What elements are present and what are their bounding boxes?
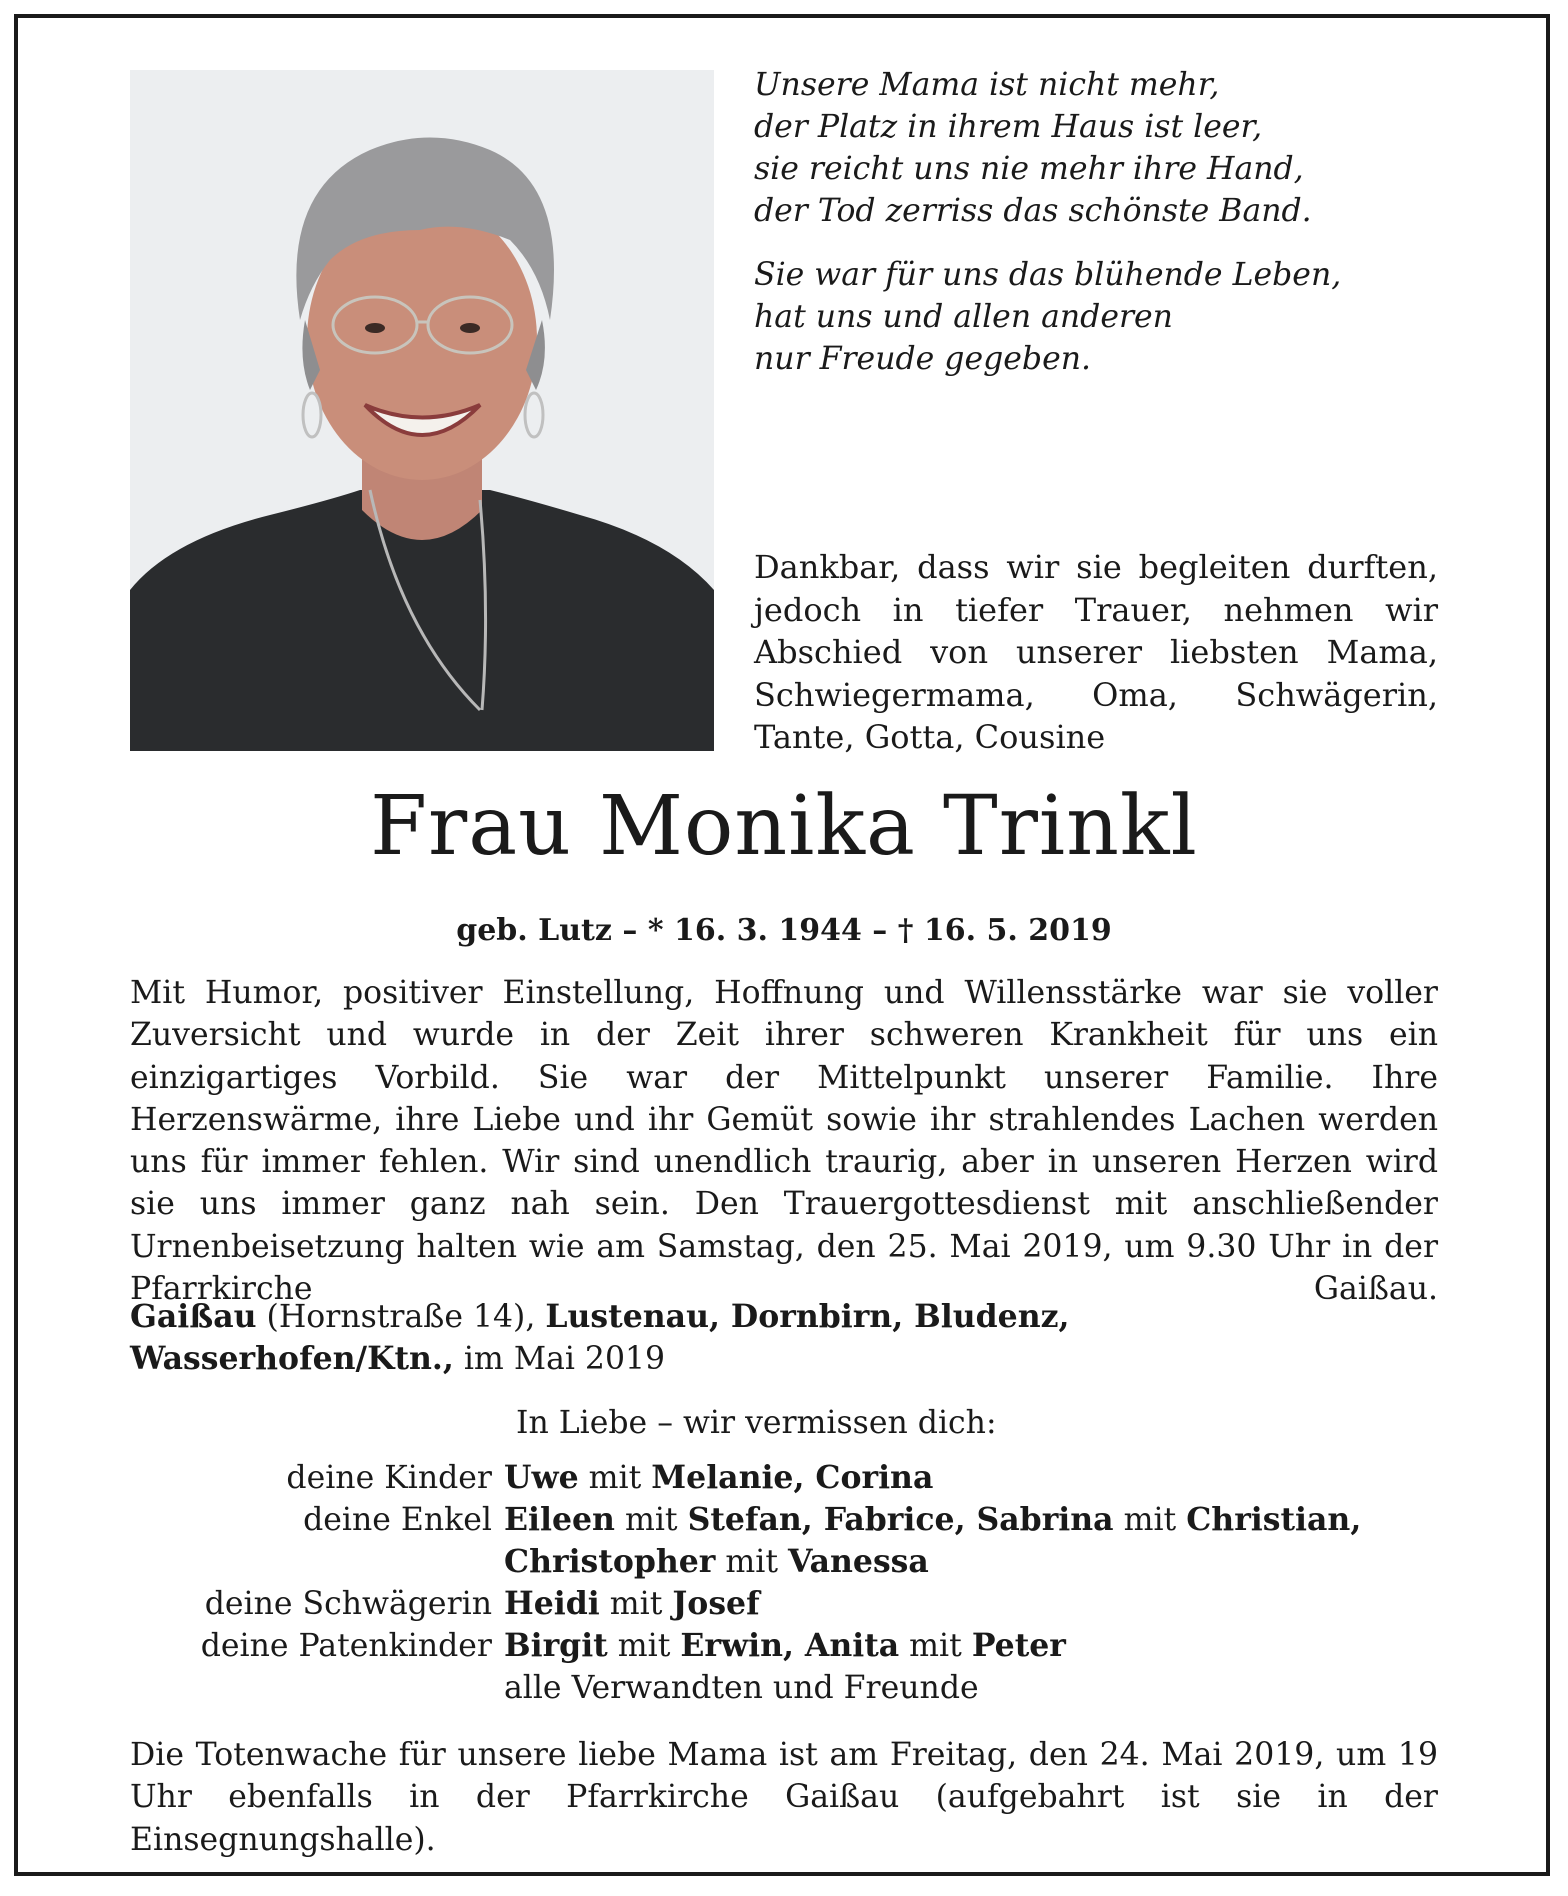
conjunction: mit (614, 1502, 688, 1538)
family-list (100, 1457, 1440, 1709)
place-note: (Hornstraße 14), (256, 1299, 546, 1335)
poem-line: sie reicht uns nie mehr ihre Hand, (754, 151, 1304, 187)
body-text: Mit Humor, positiver Einstellung, Hoffnung und Willensstärke war sie voller Zuversicht und wurde in der Zeit ihrer schweren Krankheit für uns ein einzigartiges Vorbild. Sie war der Mittelpunkt unserer Familie. Ihre Herzenswärme, ihre Liebe und ihr Gemüt sowie ihr strahlendes Lachen werden uns für immer fehlen. Wir sind unendlich traurig, aber in unseren Herzen wird sie uns immer ganz nah sein. Den Trauergottesdienst mit anschließender Urnenbeisetzung halten wie am Samstag, den 25. Mai 2019, um 9.30 Uhr in der Pfarrkirche Gaißau. (130, 975, 1438, 1308)
name: Birgit (504, 1627, 608, 1664)
closing-text: Die Totenwache für unsere liebe Mama ist am Freitag, den 24. Mai 2019, um 19 Uhr ebenfalls in der Pfarrkirche Gaißau (aufgebahrt ist sie in der Einsegnungshalle). (130, 1737, 1438, 1858)
family-names (504, 1583, 1440, 1625)
portrait-photo (130, 70, 714, 751)
family-names (504, 1625, 1440, 1667)
family-names (504, 1457, 1440, 1499)
poem-line: der Platz in ihrem Haus ist leer, (754, 109, 1263, 145)
intro-text: Dankbar, dass wir sie begleiten durften, jedoch in tiefer Trauer, nehmen wir Abschied von unserer liebsten Mama, Schwiegermama, Oma, Schwägerin, Tante, Gotta, Cousine (754, 548, 1438, 756)
family-row-godchildren (100, 1625, 1440, 1667)
deceased-name: Frau Monika Trinkl (370, 779, 1198, 874)
name: Uwe (504, 1459, 579, 1496)
relation-label: deine Kinder (286, 1460, 492, 1496)
name: Peter (971, 1627, 1066, 1664)
family-row-children (100, 1457, 1440, 1499)
name: Christopher (504, 1543, 716, 1580)
poem-line: hat uns und allen anderen (754, 299, 1173, 335)
name: Stefan, Fabrice, Sabrina (687, 1501, 1114, 1538)
place: Gaißau (130, 1298, 257, 1335)
name: Eileen (504, 1501, 615, 1538)
poem-stanza-1 (754, 64, 1474, 232)
relation-label: deine Enkel (303, 1502, 492, 1538)
poem (754, 64, 1474, 402)
name: Christian, (1186, 1501, 1362, 1538)
relation-label-empty (100, 1667, 504, 1709)
family-names (504, 1499, 1440, 1583)
love-line: In Liebe – wir vermissen dich: (516, 1405, 997, 1441)
family-row-sister-in-law (100, 1583, 1440, 1625)
poem-line: der Tod zerriss das schönste Band. (754, 193, 1312, 229)
name: Josef (672, 1585, 760, 1622)
poem-stanza-2 (754, 254, 1474, 380)
place: Lustenau, Dornbirn, Bludenz, (545, 1298, 1070, 1335)
places-line (130, 1296, 1438, 1380)
conjunction: mit (715, 1544, 789, 1580)
conjunction: mit (578, 1460, 652, 1496)
place-date: im Mai 2019 (453, 1341, 666, 1377)
conjunction: mit (1113, 1502, 1187, 1538)
conjunction: mit (599, 1586, 673, 1622)
relation-label: deine Patenkinder (200, 1628, 492, 1664)
family-row-others (100, 1667, 1440, 1709)
name: Melanie, Corina (651, 1459, 934, 1496)
portrait-illustration (130, 70, 714, 751)
poem-line: nur Freude gegeben. (754, 341, 1092, 377)
family-row-grandchildren (100, 1499, 1440, 1583)
name: Heidi (504, 1585, 600, 1622)
name: Erwin, Anita (680, 1627, 900, 1664)
name: Vanessa (788, 1543, 929, 1580)
place: Wasserhofen/Ktn., (130, 1340, 454, 1377)
poem-line: Sie war für uns das blühende Leben, (754, 257, 1342, 293)
conjunction: mit (607, 1628, 681, 1664)
conjunction: mit (899, 1628, 972, 1664)
relation-label: deine Schwägerin (204, 1586, 492, 1622)
birth-death-dates: geb. Lutz – * 16. 3. 1944 – † 16. 5. 2019 (456, 913, 1112, 948)
poem-line: Unsere Mama ist nicht mehr, (754, 67, 1220, 103)
family-others: alle Verwandten und Freunde (504, 1670, 979, 1706)
